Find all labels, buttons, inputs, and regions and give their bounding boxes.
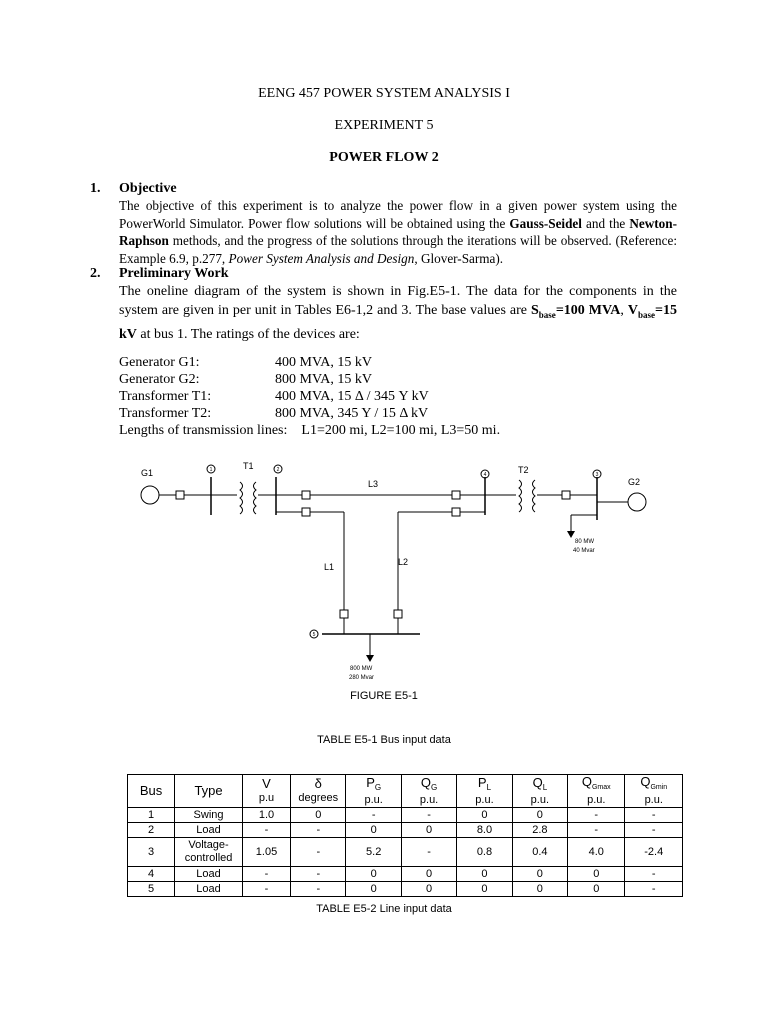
bus-1-number: 1 [209, 467, 213, 473]
table-cell: Voltage-controlled [175, 838, 243, 867]
table-cell: 0 [401, 882, 456, 897]
table-cell: 4 [128, 867, 175, 882]
table-cell: - [242, 882, 290, 897]
col-header: $Q_L$ p.u. [512, 775, 567, 808]
g1-label: G1 [141, 468, 154, 478]
bus-5-number: 5 [312, 632, 316, 638]
section1-number: 1. [90, 181, 101, 196]
table-cell: Load [175, 823, 243, 838]
load3-p: 80 MW [575, 539, 595, 545]
course-title: EENG 457 POWER SYSTEM ANALYSIS I [258, 86, 510, 101]
table-cell: 0 [346, 882, 401, 897]
table-cell: - [401, 808, 456, 823]
figure-caption: FIGURE E5-1 [350, 690, 418, 702]
table-cell: - [291, 838, 346, 867]
generator-g1-symbol [141, 486, 159, 504]
table-cell: 0 [401, 823, 456, 838]
table-cell: 0 [457, 808, 512, 823]
col-header: $P_L$ p.u. [457, 775, 512, 808]
rating-row: Generator G1: 400 MVA, 15 kV [119, 355, 372, 370]
table-cell: 5 [128, 882, 175, 897]
load2-q: 280 Mvar [349, 675, 375, 681]
table-cell: - [242, 867, 290, 882]
table-cell: 0 [346, 867, 401, 882]
table-cell: - [568, 808, 625, 823]
section2-heading: Preliminary Work [119, 266, 229, 281]
table-cell: 4.0 [568, 838, 625, 867]
rating-row: Generator G2: 800 MVA, 15 kV [119, 372, 372, 387]
table-cell: 1.0 [242, 808, 290, 823]
col-header: V p.u [242, 775, 290, 808]
table-cell: - [625, 867, 683, 882]
objective-paragraph: The objective of this experiment is to analyze the power flow in a given power system using the PowerWorld Simulator. Power flow solutions will be obtained using the Gauss-Seidel and the Newton-Raphson methods, and the progress of the solutions through the iterations will be observed. (Reference: Example 6.9, p.277, Power System Analysis and Design, Glover-Sarma). [119, 198, 677, 266]
table-header-row [128, 775, 683, 808]
table-cell: 0 [401, 867, 456, 882]
table-cell: - [625, 882, 683, 897]
table-cell: 2.8 [512, 823, 567, 838]
table-cell: 5.2 [346, 838, 401, 867]
table-cell: 2 [128, 823, 175, 838]
table-cell: 8.0 [457, 823, 512, 838]
table-cell: 3 [128, 838, 175, 867]
table-cell: - [291, 823, 346, 838]
bus-input-table [127, 774, 683, 897]
table-cell: 0 [457, 867, 512, 882]
table-cell: 1.05 [242, 838, 290, 867]
col-header: δ degrees [291, 775, 346, 808]
load2-p: 800 MW [350, 666, 373, 672]
table-cell: - [401, 838, 456, 867]
table1-caption: TABLE E5-1 Bus input data [317, 734, 451, 746]
oneline-diagram [0, 455, 768, 690]
table-cell: - [242, 823, 290, 838]
table-cell: 0 [512, 867, 567, 882]
table-cell: 0 [512, 882, 567, 897]
rating-row: Transformer T1: 400 MVA, 15 Δ / 345 Y kV [119, 389, 429, 404]
table-row [128, 867, 683, 882]
table-cell: 0 [512, 808, 567, 823]
table-cell: 0 [457, 882, 512, 897]
table-row [128, 808, 683, 823]
table-cell: -2.4 [625, 838, 683, 867]
table-cell: Load [175, 867, 243, 882]
table-cell: 0.8 [457, 838, 512, 867]
table-row [128, 838, 683, 867]
table-cell: 0.4 [512, 838, 567, 867]
experiment-number: EXPERIMENT 5 [334, 118, 434, 133]
preliminary-paragraph: The oneline diagram of the system is shown in Fig.E5-1. The data for the components in the system are given in per unit in Tables E6-1,2 and 3. The base values are $S_{base}=100$ MVA, $V_{base}=15$ kV at bus 1. The ratings of the devices are: [119, 284, 678, 342]
l1-label: L1 [324, 562, 335, 572]
table2-caption: TABLE E5-2 Line input data [316, 903, 452, 915]
t1-label: T1 [243, 461, 254, 471]
rating-row: Transformer T2: 800 MVA, 345 Y / 15 Δ kV [119, 406, 429, 421]
section1-heading: Objective [119, 181, 177, 196]
table-cell: - [291, 867, 346, 882]
load3-q: 40 Mvar [573, 548, 595, 554]
table-row [128, 823, 683, 838]
table-cell: 1 [128, 808, 175, 823]
transformer-t1-symbol [240, 482, 256, 514]
col-header: $Q_{Gmax}$ p.u. [568, 775, 625, 808]
col-header: Type [175, 775, 243, 808]
table-cell: - [568, 823, 625, 838]
table-row [128, 882, 683, 897]
table-cell: 0 [291, 808, 346, 823]
col-header: $P_G$ p.u. [346, 775, 401, 808]
document-title: POWER FLOW 2 [329, 150, 439, 165]
table-cell: - [625, 808, 683, 823]
table-cell: - [625, 823, 683, 838]
generator-g2-symbol [628, 493, 646, 511]
transformer-t2-symbol [519, 480, 535, 512]
table-cell: - [291, 882, 346, 897]
table-cell: - [346, 808, 401, 823]
l2-label: L2 [398, 557, 409, 567]
table-cell: 0 [568, 867, 625, 882]
g2-label: G2 [628, 477, 641, 487]
bus-2-number: 2 [276, 467, 280, 473]
table-cell: 0 [568, 882, 625, 897]
table-cell: Load [175, 882, 243, 897]
table-cell: 0 [346, 823, 401, 838]
line-lengths-row: Lengths of transmission lines: L1=200 mi, L2=100 mi, L3=50 mi. [119, 423, 501, 438]
l3-label: L3 [368, 479, 379, 489]
bus-4-number: 4 [483, 472, 487, 478]
col-header: $Q_G$ p.u. [401, 775, 456, 808]
col-header: Bus [128, 775, 175, 808]
section2-number: 2. [90, 266, 101, 281]
bus-3-number: 3 [595, 472, 599, 478]
table-cell: Swing [175, 808, 243, 823]
col-header: $Q_{Gmin}$ p.u. [625, 775, 683, 808]
t2-label: T2 [518, 465, 529, 475]
